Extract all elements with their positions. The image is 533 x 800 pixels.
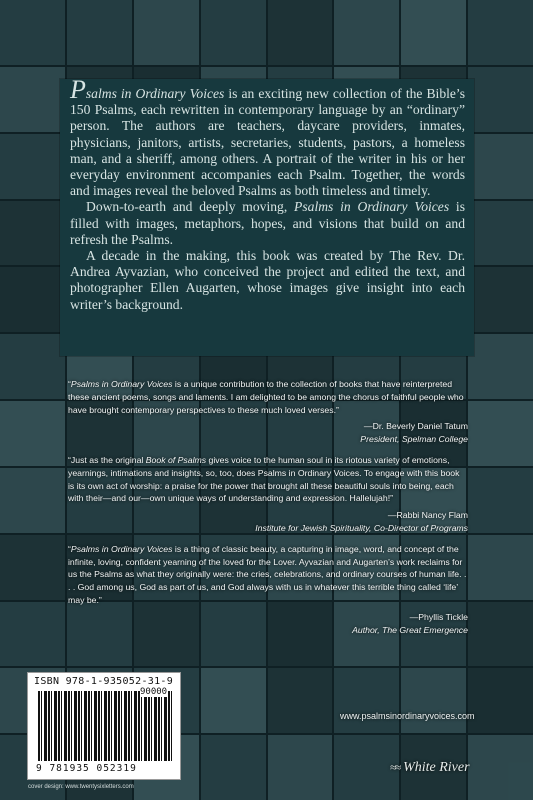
description-p1-text: is an exciting new collection of the Bible’s 150 Psalms, each rewritten in contemporary language by an “ordinary” person. The authors are teachers, daycare providers, inmates, physicians, janitors, artists, secretaries, students, pastors, a homeless man, and a sheriff, among others. A portrait of the writer in his or her everyday environment accompanies each Psalm. Together, the words and images reveal the beloved Psalms as both timeless and timely. [70, 86, 465, 199]
dropcap-letter: P [70, 75, 86, 104]
quote-title: Psalms in Ordinary Voices [70, 543, 173, 554]
description-paragraph-3 [70, 248, 465, 313]
isbn-barcode [27, 672, 181, 780]
quote-text: is a thing of classic beauty, a capturing in image, word, and concept of the infinite, loving, confident yearning of the loved for the Lover. Ayvazian and Augarten’s work reclaims for us the Psalms as what they originally were: the cries, celebrations, and ordinary courses of human life. . . . God among us, God as part of us, and God always with us in whatever this terrible thing called ‘life’ may be.” [68, 543, 467, 605]
quote-title: Psalms in Ordinary Voices [70, 379, 173, 389]
quote-text: gives voice to the human soul in its riotous variety of emotions, yearnings, intimations and insights, so, too, does Psalms in Ordinary Voices. To engage with this book is its own act of worship: a praise for the power that brought all these beautiful souls into being, each with their—and our—own unique ways of understanding and expression. Hallelujah!” [68, 454, 460, 504]
book-description [70, 75, 465, 313]
open-quote: “ [68, 454, 71, 465]
endorsement-attribution [68, 509, 468, 535]
open-quote: “ [68, 543, 71, 554]
description-paragraph-2 [70, 199, 465, 248]
endorsement-text [68, 543, 468, 607]
publisher-name: White River [403, 760, 470, 775]
cover-design-credit: cover design: www.twentysixletters.com [28, 784, 134, 790]
publisher-logo [390, 760, 470, 776]
endorser-name: —Rabbi Nancy Flam [387, 510, 468, 521]
endorsement-1 [68, 378, 468, 446]
endorsement-attribution [68, 420, 468, 446]
description-paragraph-1 [70, 75, 465, 199]
endorsement-text [68, 378, 468, 416]
description-p2-pre: Down-to-earth and deeply moving, [86, 199, 295, 215]
quote-title: Book of Psalms [145, 454, 207, 465]
waves-icon: ≈≈ [390, 762, 401, 774]
endorser-name: —Phyllis Tickle [409, 611, 468, 622]
endorser-name: —Dr. Beverly Daniel Tatum [363, 421, 468, 432]
barcode-bars [38, 691, 172, 761]
description-p2-post: is filled with images, metaphors, hopes, and visions that build on and refresh the Psalms. [70, 199, 465, 247]
endorser-role: Author, The Great Emergence [352, 624, 468, 635]
endorsement-2 [68, 454, 468, 535]
barcode-number: 9 781935 052319 [36, 763, 137, 774]
book-title-italic: salms in Ordinary Voices [85, 86, 225, 101]
endorser-role: Institute for Jewish Spirituality, Co-Director of Programs [255, 522, 468, 533]
description-p3-text: A decade in the making, this book was created by The Rev. Dr. Andrea Ayvazian, who conceived the project and edited the text, and photographer Ellen Augarten, whose images give insight into each writer’s background. [70, 248, 465, 312]
isbn-label: ISBN 978-1-935052-31-9 [34, 676, 174, 687]
quote-text: is a unique contribution to the collection of books that have reinterpreted these ancient poems, songs and laments. I am delighted to be among the chorus of faithful people who have brought contemporary perspectives to these much loved verses.” [68, 379, 464, 415]
endorsement-attribution [68, 611, 468, 637]
barcode-addon: 90000 [140, 687, 168, 697]
quote-pre: Just as the original [70, 454, 146, 465]
open-quote: “ [68, 379, 71, 389]
endorsements [68, 378, 468, 644]
description-p2-title: Psalms in Ordinary Voices [294, 199, 450, 215]
endorsement-text [68, 454, 468, 505]
endorsement-3 [68, 543, 468, 637]
endorser-role: President, Spelman College [360, 434, 468, 445]
website-url: www.psalmsinordinaryvoices.com [340, 711, 475, 721]
